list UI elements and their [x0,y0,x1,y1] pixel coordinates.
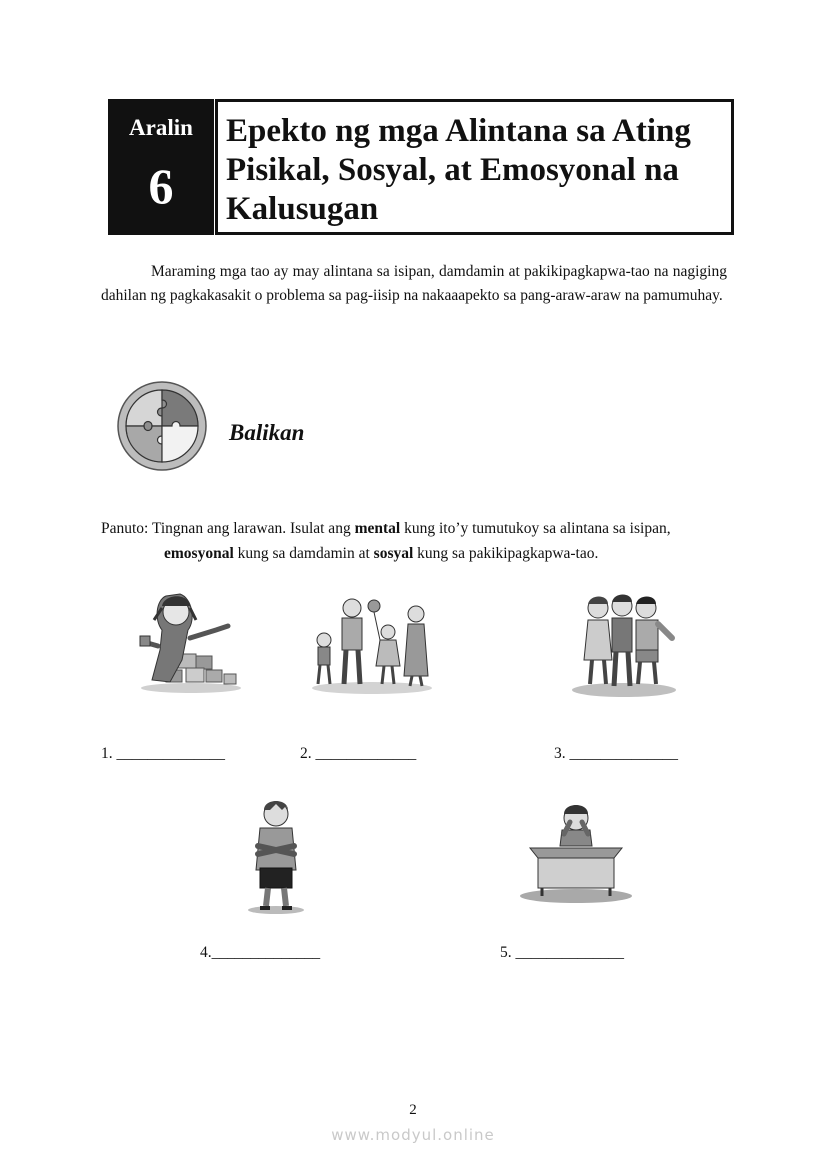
lesson-number: 6 [148,158,174,214]
image-girl-with-blocks [136,590,246,694]
image-boy-crossed-arms [238,798,314,916]
instructions-lead: Panuto: Tingnan ang larawan. Isulat ang [101,520,355,537]
answer-line-2: 2. _____________ [300,745,417,762]
lesson-label: Aralin [129,115,193,140]
instructions-mid2: kung sa damdamin at [233,545,374,562]
answer-line-4: 4.______________ [200,944,321,961]
lesson-header [108,99,734,235]
lesson-title: Epekto ng mga Alintana sa Ating Pisikal, Sosyal, at Emosyonal na Kalusugan [226,113,691,227]
answer-line-3: 3. ______________ [554,745,678,762]
lesson-badge [108,99,214,235]
keyword-mental: mental [354,520,401,537]
title-frame [215,99,734,235]
intro-paragraph: Maraming mga tao ay may alintana sa isipan, damdamin at pakikipagkapwa-tao na nagiging dahilan ng pagkakasakit o problema sa pag-iisip na nakaaapekto sa pang-araw-araw na pamumuhay. [101,263,727,304]
keyword-emosyonal: emosyonal [164,545,234,562]
keyword-sosyal: sosyal [373,545,414,562]
instructions-tail: kung sa pakikipagkapwa-tao. [413,545,599,562]
image-boy-at-desk [518,800,634,904]
puzzle-icon [116,380,208,472]
page-number: 2 [409,1102,417,1118]
answer-line-1: 1. ______________ [101,745,225,762]
section-title: Balikan [229,420,305,445]
instructions-mid1: kung ito’y tumutukoy sa alintana sa isipan, [400,520,671,537]
answer-line-5: 5. ______________ [500,944,624,961]
instructions [101,516,727,566]
watermark: www.modyul.online [331,1126,495,1144]
image-family-group [310,596,434,696]
image-friends-group [570,594,678,698]
